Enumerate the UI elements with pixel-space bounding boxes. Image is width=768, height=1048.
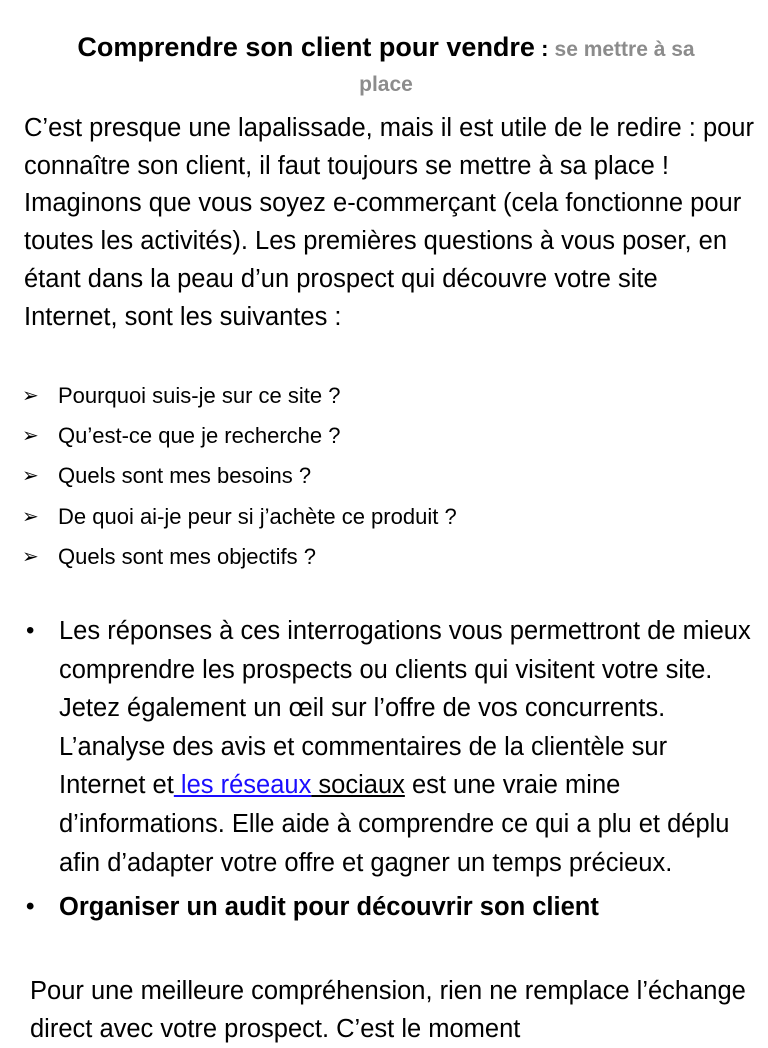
bullet-dot-icon: • <box>26 893 35 921</box>
arrow-bullet-icon: ➢ <box>22 425 39 448</box>
question-item <box>22 456 742 496</box>
title-subtitle-continued: place <box>359 73 413 96</box>
arrow-bullet-icon: ➢ <box>22 385 39 408</box>
title-subtitle: se mettre à sa <box>554 38 695 61</box>
social-networks-link-continued[interactable]: sociaux <box>311 771 405 800</box>
title-main: Comprendre son client pour vendre <box>77 32 535 62</box>
question-text: Pourquoi suis-je sur ce site ? <box>58 383 341 409</box>
section-heading: Organiser un audit pour découvrir son client <box>59 893 599 922</box>
question-list <box>22 376 742 577</box>
intro-paragraph: C’est presque une lapalissade, mais il est utile de le redire : pour connaître son client, il faut toujours se mettre à sa place ! Imaginons que vous soyez e-commerçant (cela fonctionne pour toutes les activités). Les premières questions à vous poser, en étant dans la peau d’un prospect qui découvre votre site Internet, sont les suivantes : <box>24 114 754 331</box>
question-item <box>22 376 742 416</box>
bullet-text-after: est une vraie mine d’informations. Elle aide à comprendre ce qui a plu et déplu afin d’adapter votre offre et gagner un temps précieux. <box>59 771 730 877</box>
bullet-item-audit <box>24 888 754 927</box>
page-title <box>24 28 748 71</box>
question-text: Quels sont mes objectifs ? <box>58 543 317 569</box>
bullet-dot-icon: • <box>26 617 35 644</box>
outro-paragraph: Pour une meilleure compréhension, rien ne remplace l’échange direct avec votre prospect. C’est le moment <box>30 977 746 1043</box>
question-text: De quoi ai-je peur si j’achète ce produit ? <box>58 503 457 529</box>
bullet-item-responses <box>24 612 754 882</box>
arrow-bullet-icon: ➢ <box>22 545 39 568</box>
question-item <box>22 416 742 456</box>
bullet-text-before: Les réponses à ces interrogations vous permettront de mieux comprendre les prospects ou clients qui visitent votre site. Jetez également un œil sur l’offre de vos concurrents. L’analyse des avis et commentaires de la clientèle sur Internet et <box>59 617 751 800</box>
question-item <box>22 497 742 537</box>
question-text: Quels sont mes besoins ? <box>58 463 312 489</box>
bullet-list <box>24 612 754 927</box>
social-networks-link[interactable]: les réseaux <box>173 771 312 800</box>
arrow-bullet-icon: ➢ <box>22 505 39 528</box>
question-text: Qu’est-ce que je recherche ? <box>58 423 341 449</box>
arrow-bullet-icon: ➢ <box>22 465 39 488</box>
title-separator: : <box>534 36 555 61</box>
question-item <box>22 537 742 577</box>
